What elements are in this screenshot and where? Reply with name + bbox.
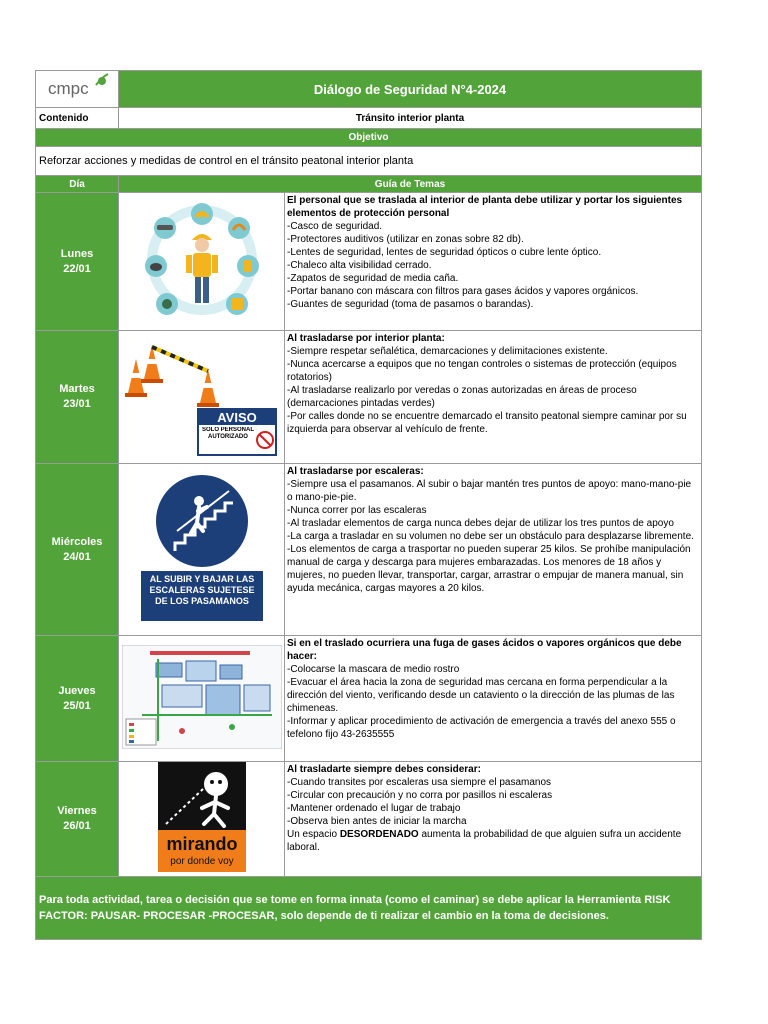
note-prefix: Un espacio — [287, 829, 340, 840]
header-row — [36, 71, 702, 108]
barrier-illustration-cell — [119, 331, 285, 464]
day-row-lunes — [36, 193, 702, 331]
topic-line: -Chaleco alta visibilidad cerrado. — [287, 260, 432, 271]
topic-line: -Cuando transites por escaleras usa siempre el pasamanos — [287, 777, 552, 788]
topic-cell — [285, 636, 702, 762]
day-row-miercoles — [36, 464, 702, 636]
stairs-sign-cell — [119, 464, 285, 636]
stairs-handrail-sign — [137, 473, 267, 623]
contenido-row — [36, 108, 702, 129]
aviso-sign — [198, 409, 276, 455]
contenido-label: Contenido — [36, 108, 119, 129]
stairs-sign-text: AL SUBIR Y BAJAR LAS ESCALERAS SUJETESE DE LOS PASAMANOS — [148, 573, 255, 606]
mirando-poster — [158, 762, 246, 872]
topic-heading: Al trasladarse por interior planta: — [287, 333, 445, 344]
guide-column-header: Guía de Temas — [119, 176, 702, 193]
barrier-bar-icon — [152, 347, 208, 371]
topic-line: -Circular con precaución y no corra por pasillos ni escaleras — [287, 790, 553, 801]
topic-heading: Al trasladarse por escaleras: — [287, 466, 424, 477]
day-name: Lunes — [60, 247, 94, 260]
objetivo-row — [36, 147, 702, 176]
topic-cell — [285, 464, 702, 636]
traffic-cone-icon — [197, 369, 219, 407]
cone-barrier-illustration — [122, 331, 282, 459]
logo-text: cmpc — [48, 79, 89, 98]
day-row-jueves — [36, 636, 702, 762]
objetivo-label: Objetivo — [36, 129, 702, 147]
poster-subtitle: por donde voy — [169, 856, 234, 867]
day-date: 25/01 — [63, 699, 91, 712]
ear-protector-icon — [228, 217, 250, 239]
page-title: Diálogo de Seguridad N°4-2024 — [119, 71, 702, 108]
aviso-sign-text: SOLO PERSONAL AUTORIZADO — [201, 427, 254, 440]
topic-note — [287, 828, 699, 854]
topic-line: -Al trasladar elementos de carga nunca debes dejar de utilizar los tres puntos de apoyo — [287, 518, 674, 529]
plant-map-cell — [119, 636, 285, 762]
topic-line: -Al trasladarse realizarlo por veredas o zonas autorizadas en áreas de proceso (demarcaciones pintadas verdes) — [287, 385, 637, 409]
topic-line: -Colocarse la mascara de medio rostro — [287, 664, 460, 675]
note-suffix: aumenta la probabilidad de que alguien sufra un accidente laboral. — [287, 829, 682, 853]
footer-row — [36, 877, 702, 940]
ppe-illustration-cell — [119, 193, 285, 331]
day-name: Miércoles — [51, 535, 103, 548]
contenido-value: Tránsito interior planta — [119, 108, 702, 129]
mirando-poster-cell — [119, 762, 285, 877]
day-name: Martes — [59, 383, 95, 395]
column-header-row — [36, 176, 702, 193]
topic-cell — [285, 331, 702, 464]
day-cell — [36, 762, 119, 877]
topic-line: -Zapatos de seguridad de media caña. — [287, 273, 459, 284]
day-name: Jueves — [58, 684, 96, 697]
topic-line: -Nunca acercarse a equipos que no tengan controles o sistemas de protección (equipos rotatorios) — [287, 359, 677, 383]
topic-line: -Lentes de seguridad, lentes de seguridad ópticos o cubre lente óptico. — [287, 247, 602, 258]
objetivo-header-row — [36, 129, 702, 147]
day-row-martes — [36, 331, 702, 464]
topic-line: -Evacuar el área hacia la zona de seguridad mas cercana en forma perpendicular a la dirección del viento, verificando desde un cataviento o la dirección de las plumas de las chimeneas. — [287, 677, 675, 714]
objetivo-value: Reforzar acciones y medidas de control en el tránsito peatonal interior planta — [36, 147, 702, 176]
topic-line: -Nunca correr por las escaleras — [287, 505, 427, 516]
worker-figure-icon — [186, 234, 218, 303]
footer-message: Para toda actividad, tarea o decisión que se tome en forma innata (como el caminar) se debe aplicar la Herramienta RISK FACTOR: PAUSAR- PROCESAR -PROCESAR, solo depende de ti realizar el cambio en la toma de decisiones. — [36, 877, 702, 940]
ppe-icons-illustration — [142, 200, 262, 320]
topic-heading: El personal que se traslada al interior de planta debe utilizar y portar los siguientes elementos de protección personal — [287, 195, 683, 219]
plant-layout-map — [122, 645, 282, 749]
topic-cell — [285, 193, 702, 331]
day-row-viernes — [36, 762, 702, 877]
topic-line: -Portar banano con máscara con filtros para gases ácidos y vapores orgánicos. — [287, 286, 639, 297]
day-date: 24/01 — [63, 550, 91, 563]
logo-cell — [36, 71, 119, 108]
day-date: 22/01 — [63, 262, 91, 275]
topic-line: -Siempre respetar señalética, demarcaciones y delimitaciones existente. — [287, 346, 608, 357]
aviso-sign-title: AVISO — [216, 410, 257, 425]
safety-table — [35, 70, 702, 940]
day-date: 26/01 — [63, 820, 91, 832]
safety-dialogue-sheet — [35, 70, 701, 940]
cmpc-logo — [36, 71, 119, 103]
day-column-header: Día — [36, 176, 119, 193]
topic-line: -Siempre usa el pasamanos. Al subir o bajar mantén tres puntos de apoyo: mano-mano-pie o mano-pie-pie. — [287, 479, 692, 503]
topic-heading: Al trasladarte siempre debes considerar: — [287, 764, 481, 775]
traffic-cone-icon — [125, 359, 147, 397]
topic-line: -Los elementos de carga a trasportar no pueden superar 25 kilos. Se prohíbe manipulación manual de carga y descarga para mujeres embarazadas. Los menores de 18 años y mujeres, no pueden llevar, transportar, cargar, arrastrar o empujar de manera manual, sin ayuda mecánica, cargas mayores a 20 kilos. — [287, 544, 691, 594]
topic-line: -Guantes de seguridad (toma de pasamos o barandas). — [287, 299, 534, 310]
day-name: Viernes — [57, 805, 97, 817]
day-date: 23/01 — [63, 398, 91, 410]
day-cell — [36, 464, 119, 636]
stairs-icon — [156, 475, 248, 567]
topic-line: -Casco de seguridad. — [287, 221, 383, 232]
topic-line: -Protectores auditivos (utilizar en zonas sobre 82 db). — [287, 234, 524, 245]
topic-heading: Si en el traslado ocurriera una fuga de gases ácidos o vapores orgánicos que debe hacer: — [287, 638, 682, 662]
poster-title: mirando — [165, 834, 238, 854]
topic-line: -Mantener ordenado el lugar de trabajo — [287, 803, 461, 814]
note-emphasis: DESORDENADO — [339, 829, 419, 840]
topic-cell — [285, 762, 702, 877]
topic-line: -Informar y aplicar procedimiento de activación de emergencia a través del anexo 555 o tefelono fijo 43-2635555 — [287, 716, 676, 740]
topic-line: -Por calles donde no se encuentre demarcado el transito peatonal siempre caminar por su izquierda para observar al vehículo de frente. — [287, 411, 687, 435]
topic-line: -Observa bien antes de iniciar la marcha — [287, 816, 467, 827]
day-cell — [36, 636, 119, 762]
topic-line: -La carga a trasladar en su volumen no debe ser un obstáculo para desplazarse libremente. — [287, 531, 694, 542]
day-cell — [36, 193, 119, 331]
day-cell — [36, 331, 119, 464]
